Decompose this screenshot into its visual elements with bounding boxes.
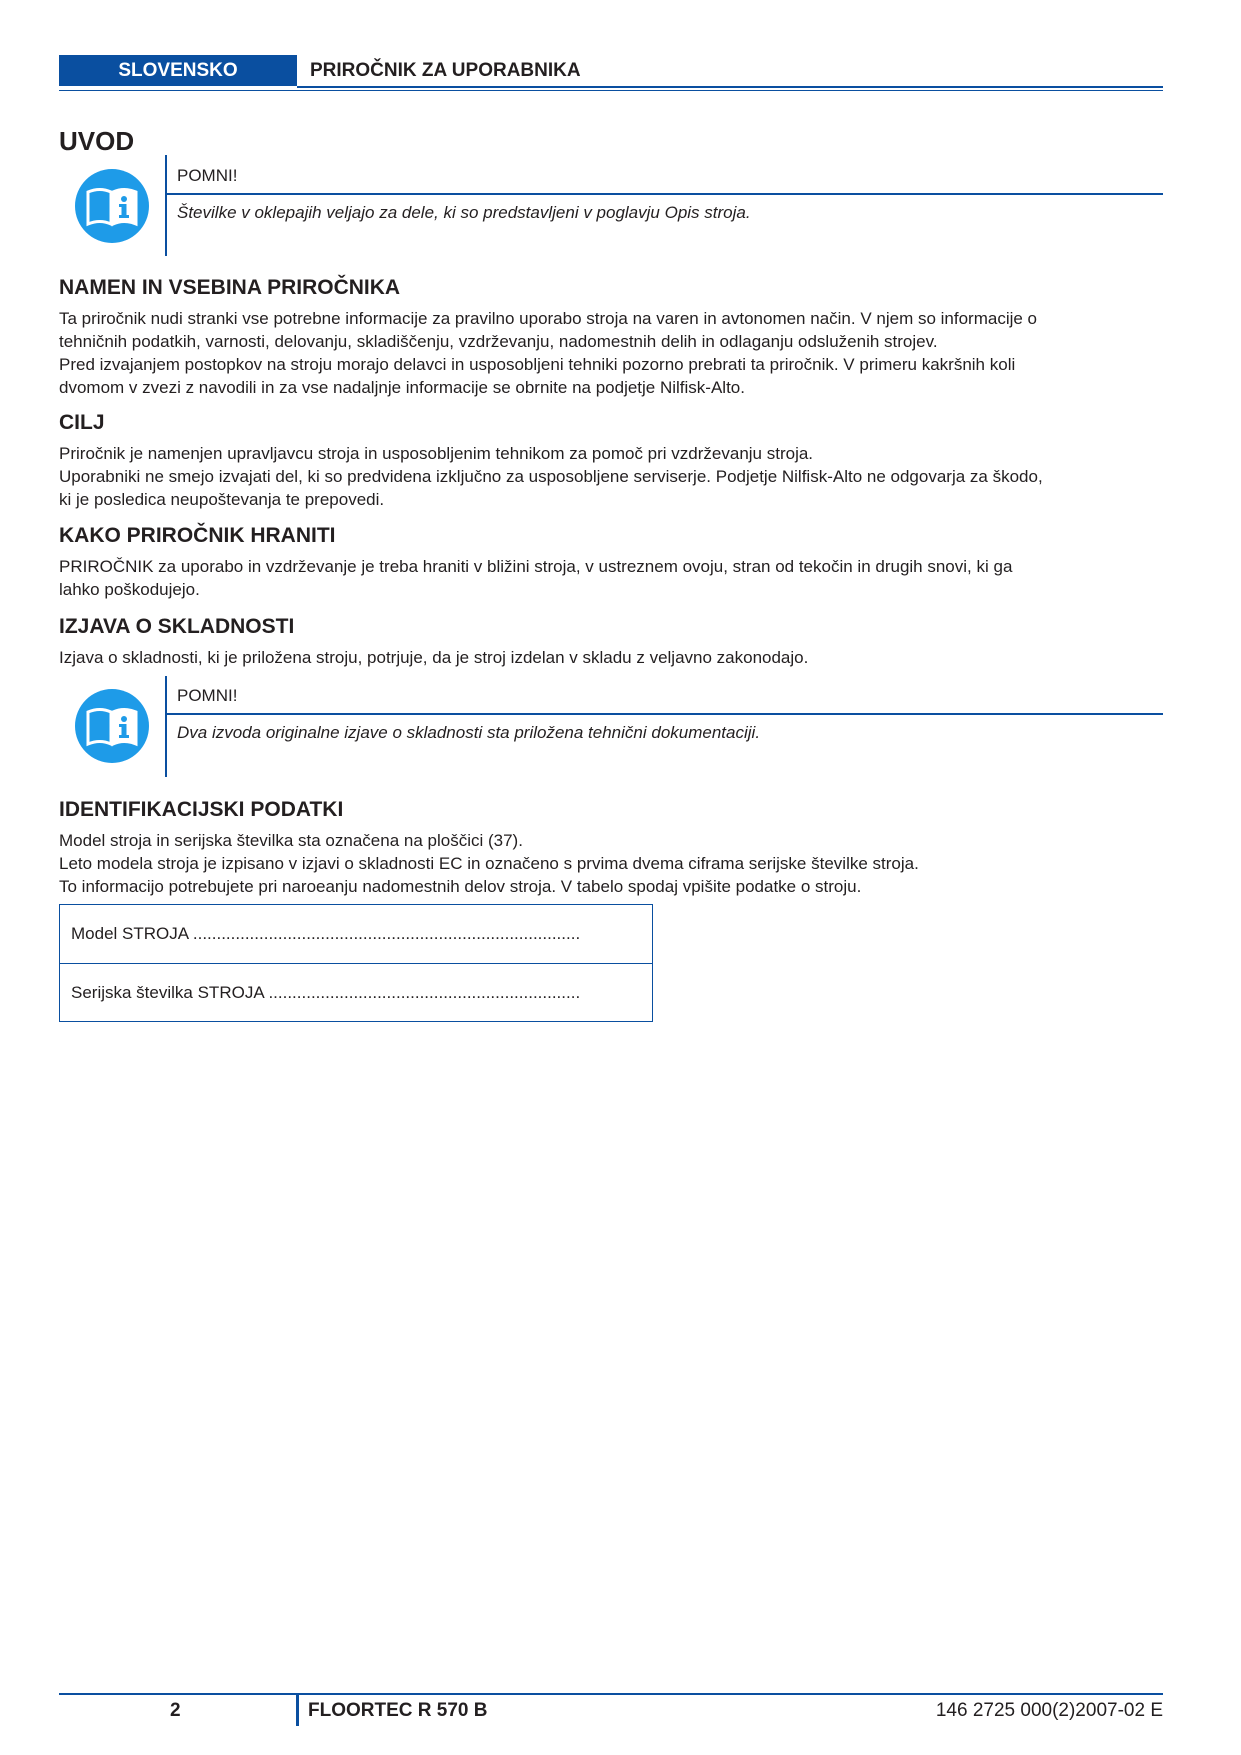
text-line: ki je posledica neupoštevanja te prepovedi. (59, 490, 385, 509)
model-field[interactable]: Model STROJA .................................................................................. (71, 924, 581, 943)
footer-divider (296, 1693, 299, 1726)
note-block-conformity (74, 688, 150, 769)
text-line: Ta priročnik nudi stranki vse potrebne informacije za pravilno uporabo stroja na varen in avtonomen način. V njem so informacije o (59, 309, 1038, 328)
header-rule-thin (59, 90, 1163, 91)
note-hline (165, 193, 1163, 195)
purpose-paragraph (59, 307, 1169, 399)
product-name: FLOORTEC R 570 B (308, 1700, 488, 1721)
note-hline (165, 713, 1163, 715)
text-line: tehničnih podatkih, varnosti, delovanju, skladiščenju, vzdrževanju, nadomestnih delih in odlaganju odsluženih strojev. (59, 332, 938, 351)
note-text: Številke v oklepajih veljajo za dele, ki so predstavljeni v poglavju Opis stroja. (177, 203, 751, 222)
document-title: PRIROČNIK ZA UPORABNIKA (310, 60, 581, 81)
note-label: POMNI! (177, 686, 238, 705)
page-number: 2 (170, 1700, 181, 1721)
note-vline (165, 676, 167, 777)
text-line: Model stroja in serijska številka sta označena na ploščici (37). (59, 831, 523, 850)
note-text: Dva izvoda originalne izjave o skladnosti sta priložena tehnični dokumentaciji. (177, 723, 761, 742)
info-manual-icon (74, 688, 150, 764)
identification-paragraph (59, 829, 1169, 898)
text-line: lahko poškodujejo. (59, 580, 200, 599)
conformity-paragraph (59, 646, 1169, 669)
heading-intro: UVOD (59, 126, 135, 156)
heading-goal: CILJ (59, 411, 105, 434)
storage-paragraph (59, 555, 1169, 601)
text-line: Uporabniki ne smejo izvajati del, ki so predvidena izključno za usposobljene serviserje. Podjetje Nilfisk-Alto ne odgovarja za škodo, (59, 467, 1043, 486)
info-manual-icon (74, 168, 150, 244)
note-block-intro (74, 168, 150, 249)
heading-storage: KAKO PRIROČNIK HRANITI (59, 524, 336, 547)
text-line: Pred izvajanjem postopkov na stroju morajo delavci in usposobljeni tehniki pozorno prebrati ta priročnik. V primeru kakršnih koli (59, 355, 1016, 374)
heading-purpose: NAMEN IN VSEBINA PRIROČNIKA (59, 276, 401, 299)
identification-table (59, 904, 653, 1022)
text-line: PRIROČNIK za uporabo in vzdrževanje je treba hraniti v bližini stroja, v ustreznem ovoju, stran od tekočin in drugih snovi, ki ga (59, 557, 1013, 576)
footer-rule (59, 1693, 1163, 1695)
document-code: 146 2725 000(2)2007-02 E (935, 1700, 1163, 1721)
heading-identification: IDENTIFIKACIJSKI PODATKI (59, 798, 344, 821)
text-line: Leto modela stroja je izpisano v izjavi o skladnosti EC in označeno s prvima dvema ciframa serijske številke stroja. (59, 854, 919, 873)
language-label: SLOVENSKO (59, 55, 297, 86)
note-label: POMNI! (177, 166, 238, 185)
serial-number-field[interactable]: Serijska številka STROJA .................................................................. (60, 963, 652, 1021)
text-line: dvomom v zvezi z navodili in za vse nadaljnje informacije se obrnite na podjetje Nilfisk-Alto. (59, 378, 745, 397)
text-line: Priročnik je namenjen upravljavcu stroja in usposobljenim tehnikom za pomoč pri vzdrževanju stroja. (59, 444, 814, 463)
text-line: To informacijo potrebujete pri naroeanju nadomestnih delov stroja. V tabelo spodaj vpišite podatke o stroju. (59, 877, 862, 896)
header-rule (297, 86, 1163, 88)
text-line: Izjava o skladnosti, ki je priložena stroju, potrjuje, da je stroj izdelan v skladu z veljavno zakonodajo. (59, 648, 809, 667)
note-vline (165, 155, 167, 256)
goal-paragraph (59, 442, 1169, 511)
heading-conformity: IZJAVA O SKLADNOSTI (59, 615, 295, 638)
